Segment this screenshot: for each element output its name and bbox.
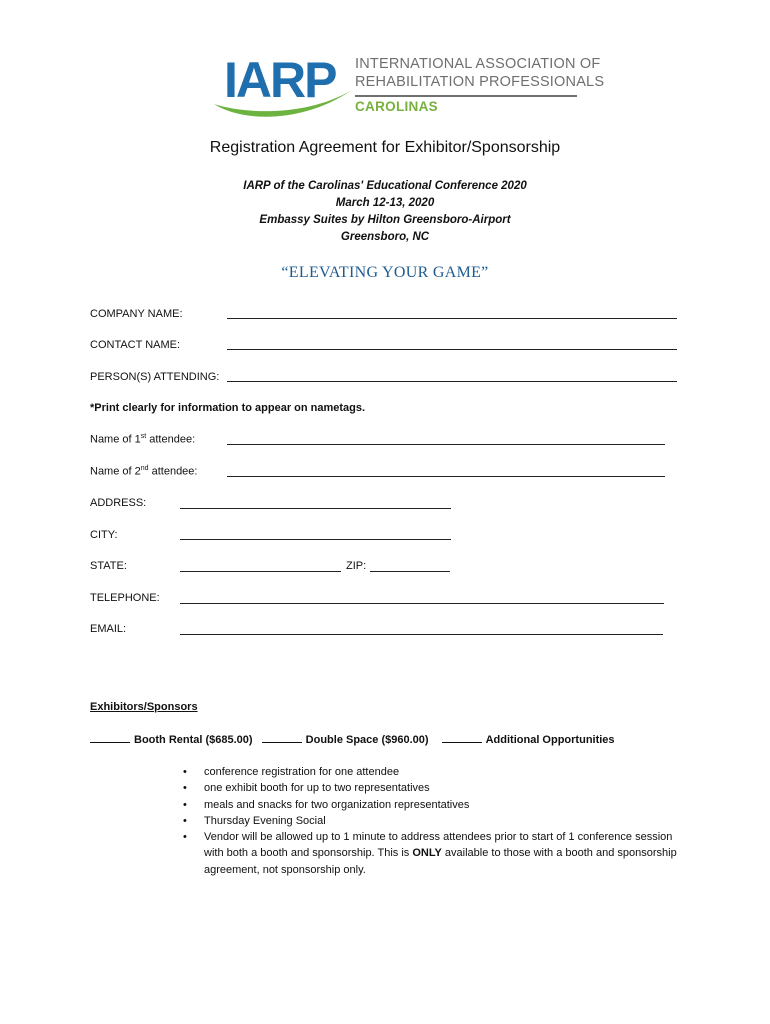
additional-opportunities-blank[interactable]	[442, 733, 482, 743]
svg-text:IARP: IARP	[224, 52, 336, 108]
attendee-1-label: Name of 1st attendee:	[90, 433, 196, 446]
conference-dates: March 12-13, 2020	[335, 197, 435, 209]
zip-label: ZIP:	[346, 560, 367, 572]
conference-name: IARP of the Carolinas' Educational Conference 2020	[243, 180, 527, 192]
persons-attending-field[interactable]	[227, 381, 677, 382]
tagline: “ELEVATING YOUR GAME”	[281, 264, 489, 281]
attendee-2-field[interactable]	[227, 476, 665, 477]
contact-name-field[interactable]	[227, 349, 677, 350]
org-name-line-1: INTERNATIONAL ASSOCIATION OF	[355, 56, 601, 72]
nametag-note: *Print clearly for information to appear on nametags.	[90, 402, 366, 414]
booth-rental-option: Booth Rental ($685.00)	[134, 734, 253, 746]
state-field[interactable]	[180, 571, 341, 572]
city-label: CITY:	[90, 529, 118, 541]
address-label: ADDRESS:	[90, 497, 147, 509]
conference-venue: Embassy Suites by Hilton Greensboro-Airport	[259, 214, 511, 226]
zip-field[interactable]	[370, 571, 450, 572]
sponsorship-options	[90, 733, 615, 746]
contact-name-label: CONTACT NAME:	[90, 339, 181, 351]
email-field[interactable]	[180, 634, 663, 635]
list-item: • conference registration for one attendee	[183, 764, 683, 780]
benefits-list	[183, 764, 683, 878]
telephone-field[interactable]	[180, 603, 664, 604]
state-label: STATE:	[90, 560, 127, 572]
company-name-field[interactable]	[227, 318, 677, 319]
chapter-name: CAROLINAS	[355, 99, 438, 114]
list-item: • one exhibit booth for up to two representatives	[183, 780, 683, 796]
telephone-label: TELEPHONE:	[90, 592, 160, 604]
list-item: • Vendor will be allowed up to 1 minute to address attendees prior to start of 1 conference session with both a booth and sponsorship. This is ONLY available to those with a booth and sponsorship agreement, not sponsorship only.	[183, 829, 683, 878]
attendee-2-label: Name of 2nd attendee:	[90, 465, 198, 478]
booth-rental-blank[interactable]	[90, 733, 130, 743]
document-title: Registration Agreement for Exhibitor/Sponsorship	[209, 139, 561, 156]
city-field[interactable]	[180, 539, 451, 540]
list-item: • meals and snacks for two organization representatives	[183, 797, 683, 813]
org-name-line-2: REHABILITATION PROFESSIONALS	[355, 74, 605, 90]
double-space-blank[interactable]	[262, 733, 302, 743]
iarp-logo-mark	[212, 52, 357, 126]
attendee-1-field[interactable]	[227, 444, 665, 445]
additional-opportunities-option: Additional Opportunities	[485, 734, 615, 746]
iarp-logo	[212, 52, 605, 126]
company-name-label: COMPANY NAME:	[90, 308, 183, 320]
conference-city: Greensboro, NC	[340, 231, 430, 243]
persons-attending-label: PERSON(S) ATTENDING:	[90, 371, 220, 383]
list-item: • Thursday Evening Social	[183, 813, 683, 829]
double-space-option: Double Space ($960.00)	[305, 734, 429, 746]
address-field[interactable]	[180, 508, 451, 509]
logo-divider	[355, 95, 577, 97]
exhibitors-heading: Exhibitors/Sponsors	[90, 701, 198, 713]
email-label: EMAIL:	[90, 623, 127, 635]
